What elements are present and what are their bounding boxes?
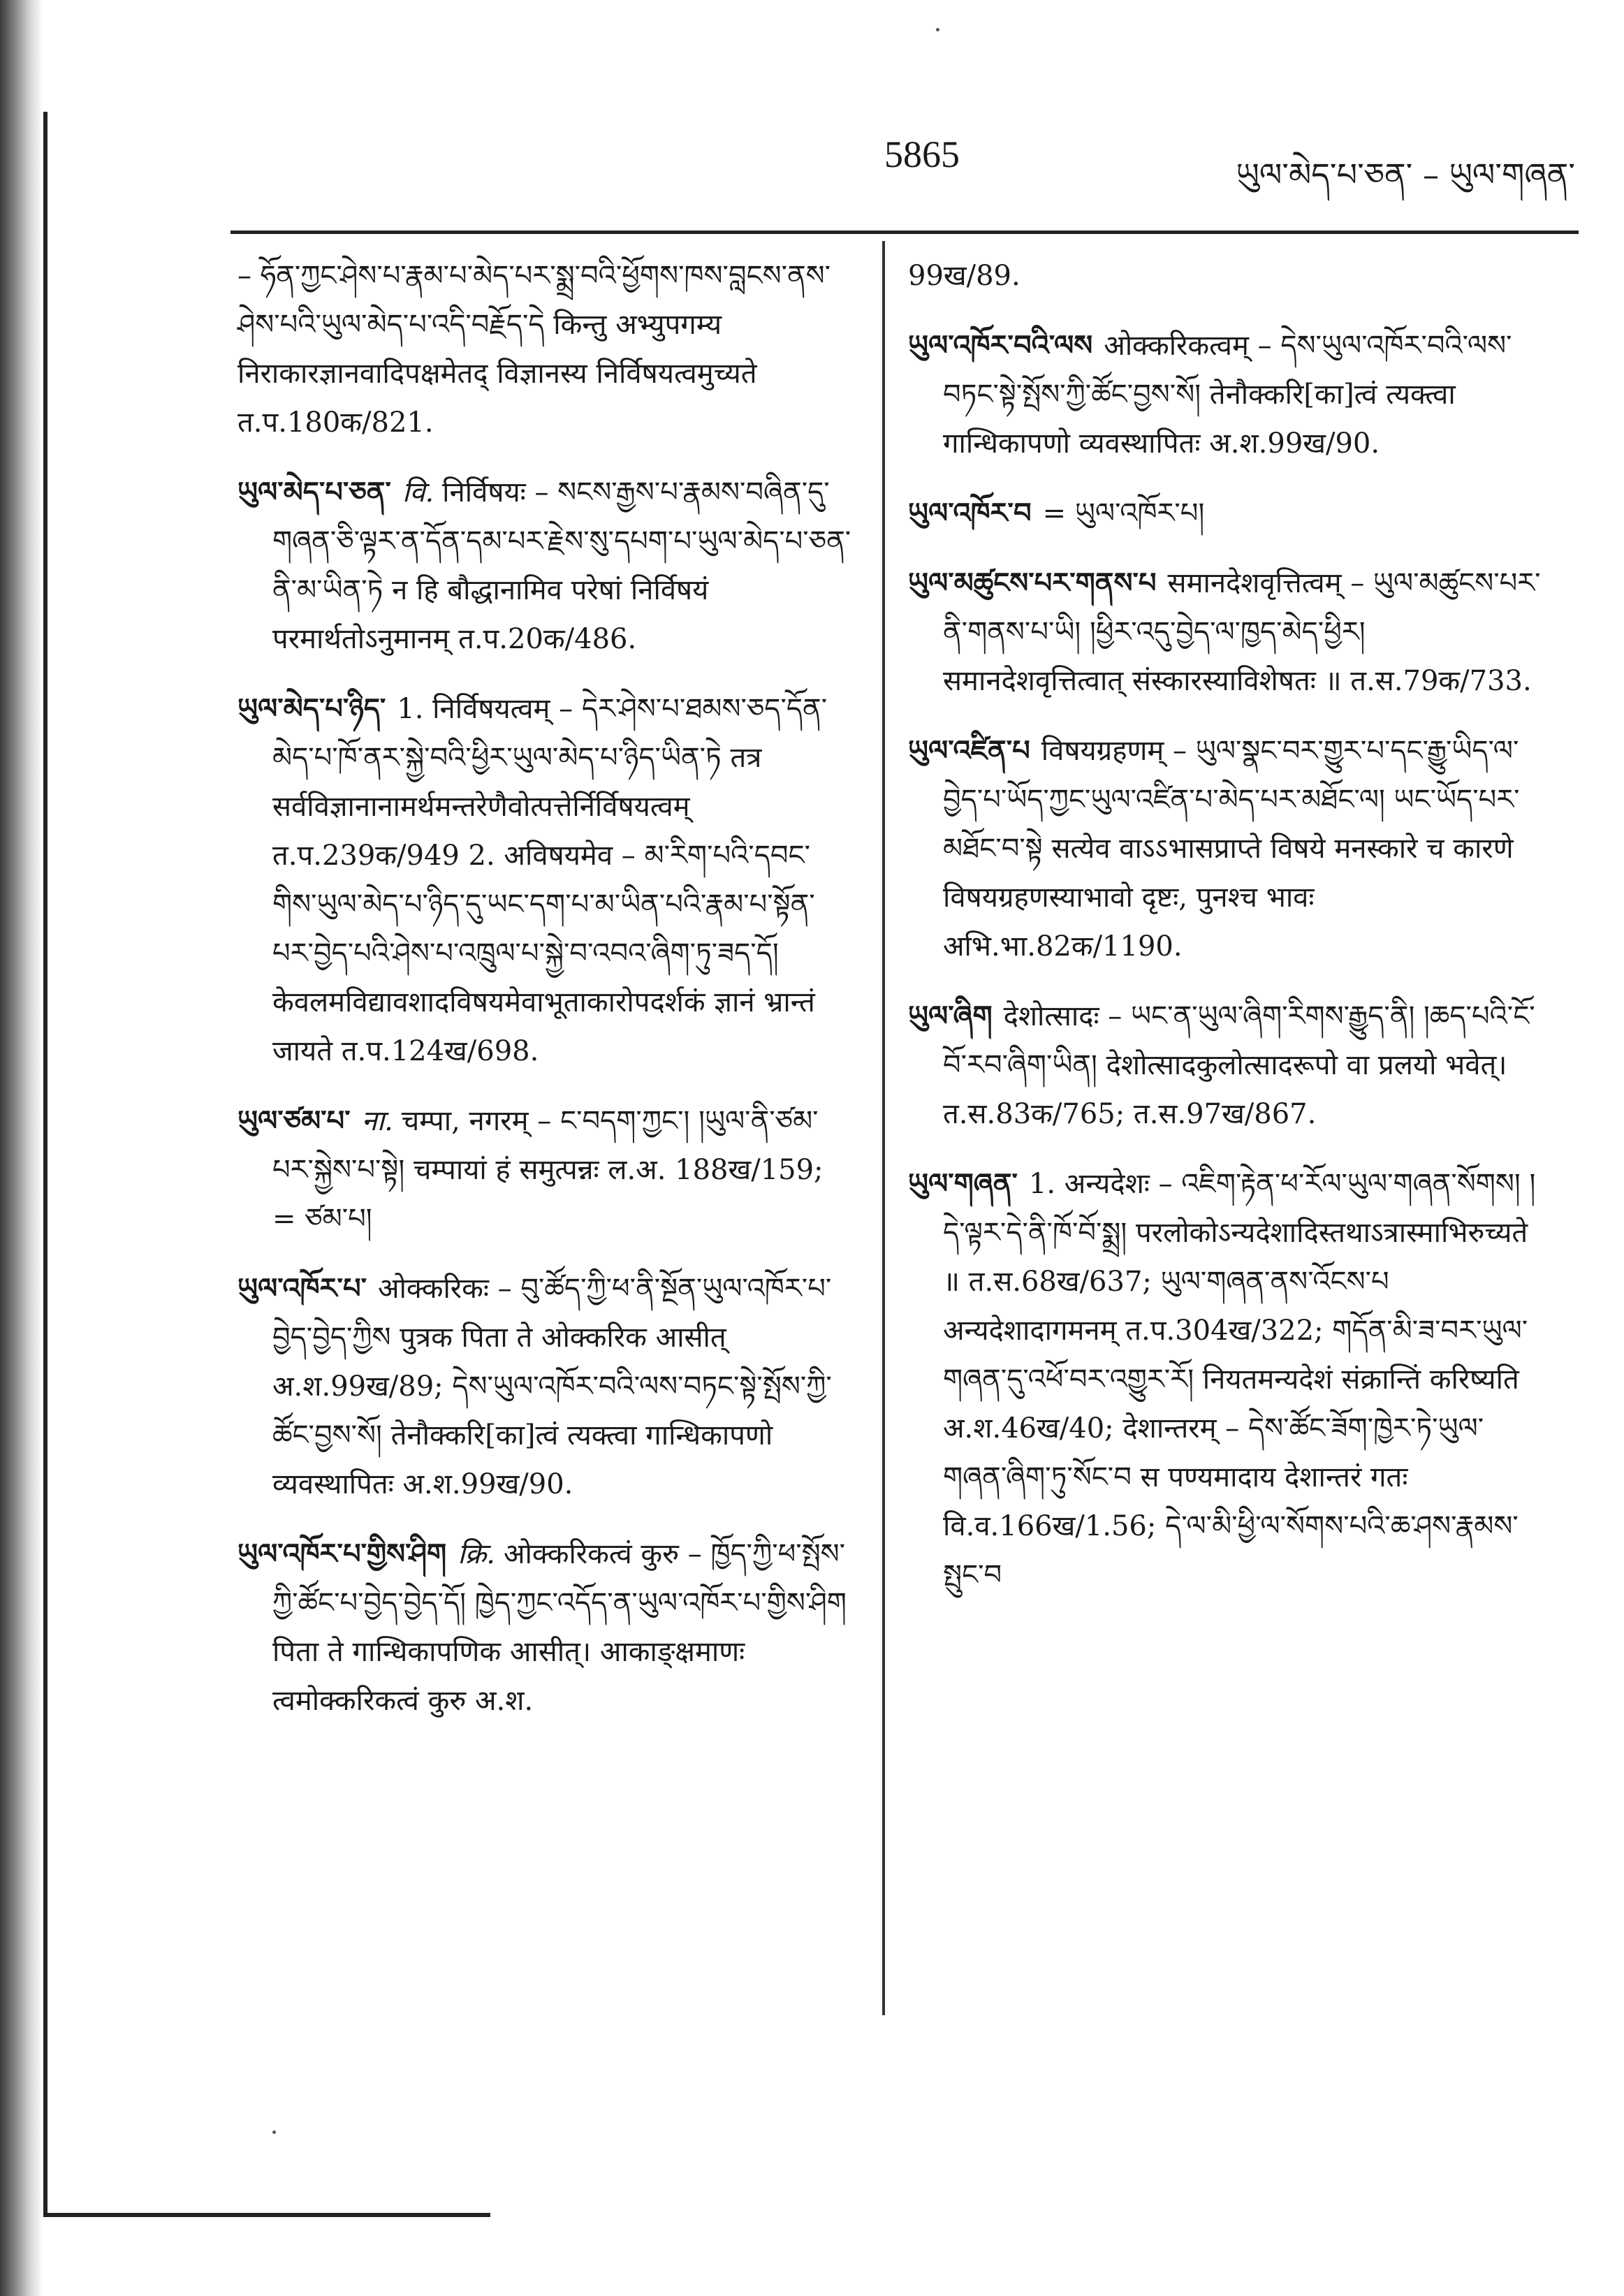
entry-definition: ओक्करिकत्वं कुरु – ཁྱོད་ཀྱི་ཕ་སྤོས་ཀྱི་ཚོང་པ་བྱེད་བྱེད་དོ། ཁྱེད་ཀྱང་འདོད་ན་ཡུལ་འཁོར་པ་གྱིས་ཤིག पिता ते गान्धिकापणिक आसीत्। आकाङ्क्षमाणः त्वमोक्करिकत्वं कुरु अ.श. (272, 1538, 847, 1717)
dictionary-entry (237, 1530, 852, 1725)
entry-definition: देशोत्सादः – ཡང་ན་ཡུལ་ཞིག་རིགས་རྒྱུད་ནི། །ཆད་པའི་ངོ་བོ་རབ་ཞིག་ཡིན། देशोत्सादकुलोत्सादरूपो वा प्रलयो भवेत्। त.स.83क/765; त.स.97ख/867. (943, 1000, 1535, 1130)
speck (936, 28, 939, 31)
entry-definition: 1. निर्विषयत्वम् – དེར་ཤེས་པ་ཐམས་ཅད་དོན་མེད་པ་ཁོ་ནར་སྐྱེ་བའི་ཕྱིར་ཡུལ་མེད་པ་ཉིད་ཡིན་ཏེ तत्र सर्वविज्ञानानामर्थमन्तरेणैवोत्पत्तेर्निर्विषयत्वम् त.प.239क/949 2. अविषयमेव – མ་རིག་པའི་དབང་གིས་ཡུལ་མེད་པ་ཉིད་དུ་ཡང་དག་པ་མ་ཡིན་པའི་རྣམ་པ་སྟོན་པར་བྱེད་པའི་ཤེས་པ་འཁྲུལ་པ་སྐྱེ་བ་འབའ་ཞིག་ཏུ་ཟད་དོ། केवलमविद्यावशादविषयमेवाभूताकारोपदर्शकं ज्ञानं भ्रान्तं जायते त.प.124ख/698. (272, 693, 828, 1067)
left-margin-rule (43, 112, 47, 2214)
dictionary-entry (237, 685, 852, 1076)
dictionary-entry (237, 1264, 852, 1509)
entry-definition: समानदेशवृत्तित्वम् – ཡུལ་མཚུངས་པར་ནི་གནས་པ་ཡི། །ཕྱིར་འདུ་བྱེད་ལ་ཁྱད་མེད་ཕྱིར། समानदेशवृत्तित्वात् संस्कारस्याविशेषतः ॥ त.स.79क/733. (943, 567, 1541, 697)
book-spine-shadow (0, 0, 43, 2296)
entry-definition: = ཡུལ་འཁོར་པ། (1042, 497, 1205, 529)
left-column (237, 251, 852, 1746)
entry-definition: चम्पा, नगरम् – ང་བདག་ཀྱང་། །ཡུལ་ནི་ཙམ་པར་སྐྱེས་པ་སྟེ། चम्पायां हं समुत्पन्नः ल.अ. 188ख/159; = ཙམ་པ། (272, 1105, 824, 1235)
entry-definition: विषयग्रहणम् – ཡུལ་སྣང་བར་གྱུར་པ་དང་རྒྱུ་ཡིད་ལ་བྱེད་པ་ཡོད་ཀྱང་ཡུལ་འཛིན་པ་མེད་པར་མཐོང་ལ། ཡང་ཡོད་པར་མཐོང་བ་སྟེ सत्येव वाऽऽभासप्राप्ते विषये मनस्कारे च कारणे विषयग्रहणस्याभावो दृष्टः, पुनश्च भावः अभि.भा.82क/1190. (943, 735, 1520, 963)
grammar-label: वि. (402, 476, 434, 509)
entry-headword: ཡུལ་ཞིག (908, 1000, 993, 1032)
right-column (908, 251, 1544, 1621)
grammar-label: ना. (361, 1105, 393, 1137)
entry-definition: ओक्करिकत्वम् – དེས་ཡུལ་འཁོར་བའི་ལས་བཏང་སྟེ་སྤོས་ཀྱི་ཚོང་བྱས་སོ། तेनौक्करि[का]त्वं त्यक्त्वा गान्धिकापणो व्यवस्थापितः अ.श.99ख/90. (943, 330, 1512, 460)
dictionary-entry (908, 559, 1544, 705)
entry-headword: ཡུལ་ཙམ་པ་ (237, 1104, 351, 1137)
dictionary-entry (237, 468, 852, 664)
dictionary-entry (908, 726, 1544, 971)
dictionary-entry (237, 251, 852, 447)
grammar-label: क्रि. (458, 1538, 495, 1570)
running-head: ཡུལ་མེད་པ་ཅན་ – ཡུལ་གཞན་ (1236, 156, 1575, 193)
entry-headword: ཡུལ་གཞན་ (908, 1167, 1018, 1200)
entry-headword: ཡུལ་མེད་པ་ཉིད་ (237, 692, 386, 725)
dictionary-entry (908, 321, 1544, 468)
dictionary-entry (237, 1097, 852, 1243)
entry-definition: ओक्करिकः – བུ་ཚོད་ཀྱི་ཕ་ནི་སྔོན་ཡུལ་འཁོར་པ་བྱེད་བྱེད་ཀྱིས पुत्रक पिता ते ओक्करिक आसीत् अ.श.99ख/89; དེས་ཡུལ་འཁོར་བའི་ལས་བཏང་སྟེ་སྤོས་ཀྱི་ཚོང་བྱས་སོ། तेनौक्करि[का]त्वं त्यक्त्वा गान्धिकापणो व्यवस्थापितः अ.श.99ख/90. (272, 1273, 832, 1500)
dictionary-entry (908, 251, 1544, 300)
dictionary-entry (908, 1160, 1544, 1600)
entry-definition: निर्विषयः – སངས་རྒྱས་པ་རྣམས་བཞིན་དུ་གཞན་ཅི་ལྟར་ན་དོན་དམ་པར་རྗེས་སུ་དཔག་པ་ཡུལ་མེད་པ་ཅན་ནི་མ་ཡིན་ཏེ न हि बौद्धानामिव परेषां निर्विषयं परमार्थतोऽनुमानम् त.प.20क/486. (272, 476, 851, 655)
page-number: 5865 (884, 133, 960, 175)
dictionary-entry (908, 489, 1544, 538)
entry-definition: 99ख/89. (908, 260, 1021, 292)
entry-definition: 1. अन्यदेशः – འཇིག་རྟེན་ཕ་རོལ་ཡུལ་གཞན་སོགས། །དེ་ལྟར་དེ་ནི་ཁོ་བོ་སྨྲ། परलोकोऽन्यदेशादिस्तथाऽत्रास्माभिरुच्यते ॥ त.स.68ख/637; ཡུལ་གཞན་ནས་འོངས་པ अन्यदेशादागमनम् त.प.304ख/322; གདོན་མི་ཟ་བར་ཡུལ་གཞན་དུ་འཕོ་བར་འགྱུར་རོ། नियतमन्यदेशं संक्रान्तिं करिष्यति अ.श.46ख/40; देशान्तरम् – དེས་ཚོང་ཟོག་ཁྱེར་ཏེ་ཡུལ་གཞན་ཞིག་ཏུ་སོང་བ स पण्यमादाय देशान्तरं गतः वि.व.166ख/1.56; དེ་ལ་མི་ཕྱི་ལ་སོགས་པའི་ཆ་ཤས་རྣམས་སྤུང་བ (943, 1168, 1536, 1591)
entry-headword: ཡུལ་འཛིན་པ (908, 734, 1030, 767)
header-rule (231, 231, 1579, 234)
entry-headword: ཡུལ་འཁོར་བ (908, 497, 1032, 529)
bottom-margin-rule (43, 2213, 490, 2217)
speck (272, 2130, 276, 2134)
column-divider (882, 241, 885, 2015)
entry-headword: ཡུལ་མེད་པ་ཅན་ (237, 476, 391, 509)
entry-headword: ཡུལ་མཚུངས་པར་གནས་པ (908, 566, 1157, 599)
entry-definition: – ཧོན་ཀྱང་ཤེས་པ་རྣམ་པ་མེད་པར་སྨྲ་བའི་ཕྱོགས་ཁས་བླངས་ནས་ཤེས་པའི་ཡུལ་མེད་པ་འདི་བརྗོད་དེ किन्तु अभ्युपगम्य निराकारज्ञानवादिपक्षमेतद् विज्ञानस्य निर्विषयत्वमुच्यते त.प.180क/821. (237, 260, 831, 439)
dictionary-entry (908, 992, 1544, 1139)
entry-headword: ཡུལ་འཁོར་པ་གྱིས་ཤིག (237, 1537, 447, 1570)
entry-headword: ཡུལ་འཁོར་བའི་ལས (908, 329, 1093, 362)
entry-headword: ཡུལ་འཁོར་པ་ (237, 1272, 367, 1305)
